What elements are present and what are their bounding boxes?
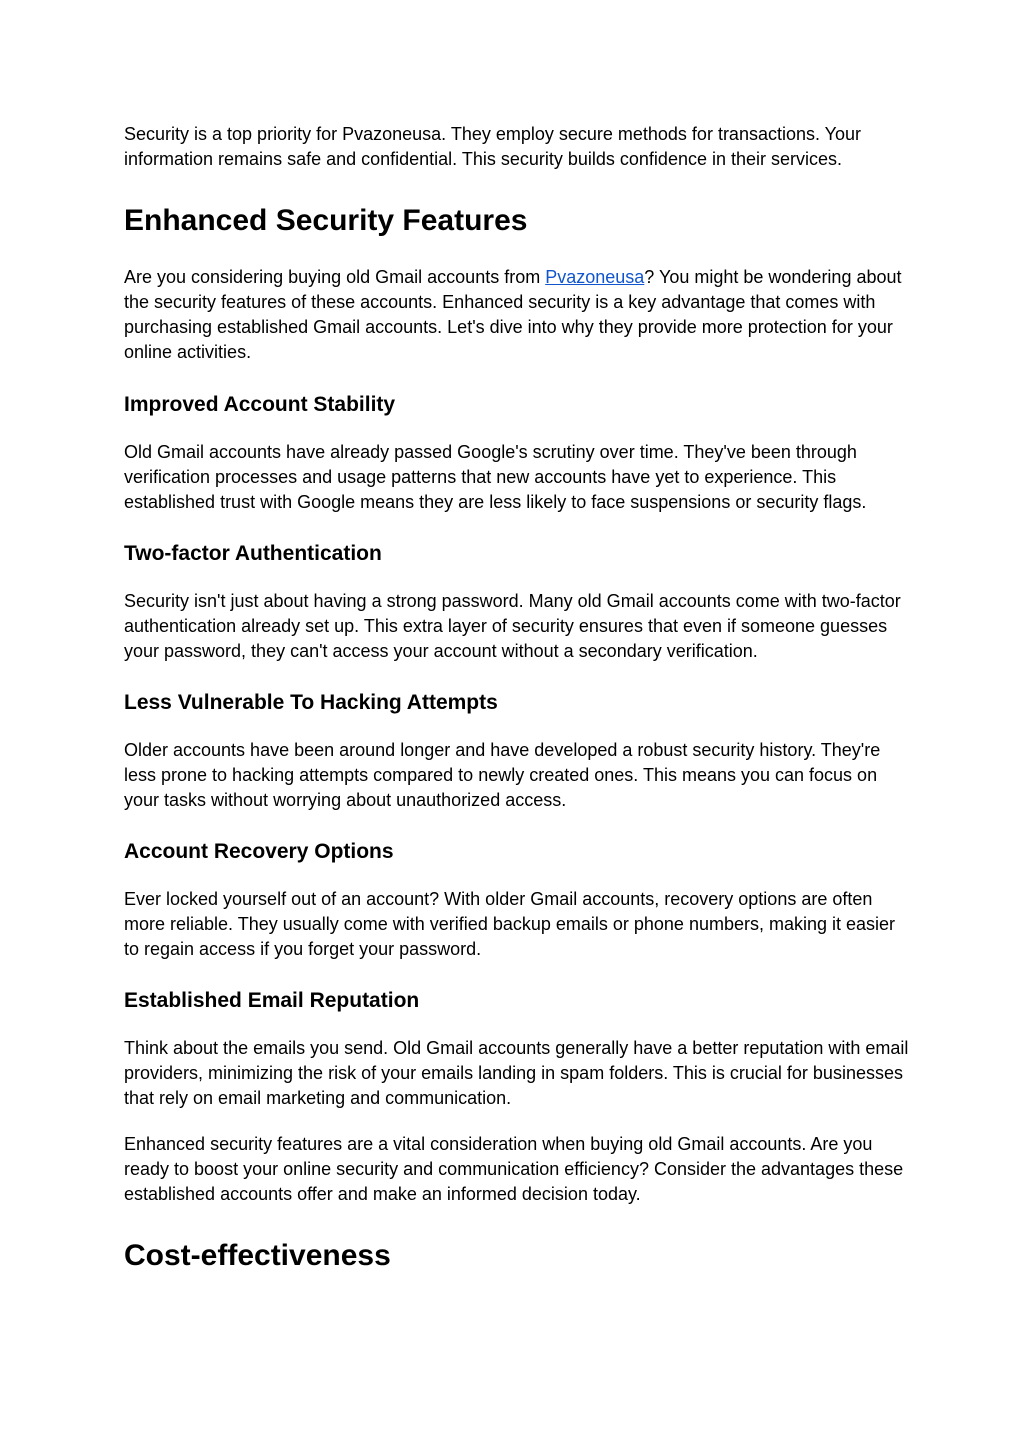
section-heading-two-factor: Two-factor Authentication (124, 542, 382, 565)
enhanced-security-heading: Enhanced Security Features (124, 204, 528, 237)
section-heading-reputation: Established Email Reputation (124, 989, 420, 1012)
enhanced-security-text-after-link: ? You might be wondering about the security features of these accounts. Enhanced security is a key advantage that comes with purchasing established Gmail accounts. Let's dive into why they provide more protection for your online activities. (124, 267, 902, 362)
pvazoneusa-link[interactable]: Pvazoneusa (545, 267, 645, 287)
cost-effectiveness-heading: Cost-effectiveness (124, 1239, 391, 1272)
enhanced-security-paragraph (124, 265, 914, 365)
intro-paragraph: Security is a top priority for Pvazoneusa. They employ secure methods for transactions. Your information remains safe and confidential. This security builds confidence in their services. (124, 124, 862, 169)
section-heading-account-stability: Improved Account Stability (124, 393, 396, 416)
closing-paragraph: Enhanced security features are a vital consideration when buying old Gmail accounts. Are you ready to boost your online security and communication efficiency? Consider the advantages these established accounts offer and make an informed decision today. (124, 1134, 904, 1204)
section-body-hacking: Older accounts have been around longer and have developed a robust security history. They're less prone to hacking attempts compared to newly created ones. This means you can focus on your tasks without worrying about unauthorized access. (124, 740, 881, 810)
section-body-two-factor: Security isn't just about having a strong password. Many old Gmail accounts come with two-factor authentication already set up. This extra layer of security ensures that even if someone guesses your password, they can't access your account without a secondary verification. (124, 591, 901, 661)
enhanced-security-text-before-link: Are you considering buying old Gmail accounts from (124, 267, 546, 287)
section-body-recovery: Ever locked yourself out of an account? With older Gmail accounts, recovery options are often more reliable. They usually come with verified backup emails or phone numbers, making it easier to regain access if you forget your password. (124, 889, 896, 959)
section-body-account-stability: Old Gmail accounts have already passed Google's scrutiny over time. They've been through verification processes and usage patterns that new accounts have yet to experience. This established trust with Google means they are less likely to face suspensions or security flags. (124, 442, 867, 512)
section-heading-recovery: Account Recovery Options (124, 840, 394, 863)
section-body-reputation: Think about the emails you send. Old Gmail accounts generally have a better reputation with email providers, minimizing the risk of your emails landing in spam folders. This is crucial for businesses that rely on email marketing and communication. (124, 1038, 909, 1108)
document-page (124, 122, 914, 1275)
section-heading-hacking: Less Vulnerable To Hacking Attempts (124, 691, 498, 714)
